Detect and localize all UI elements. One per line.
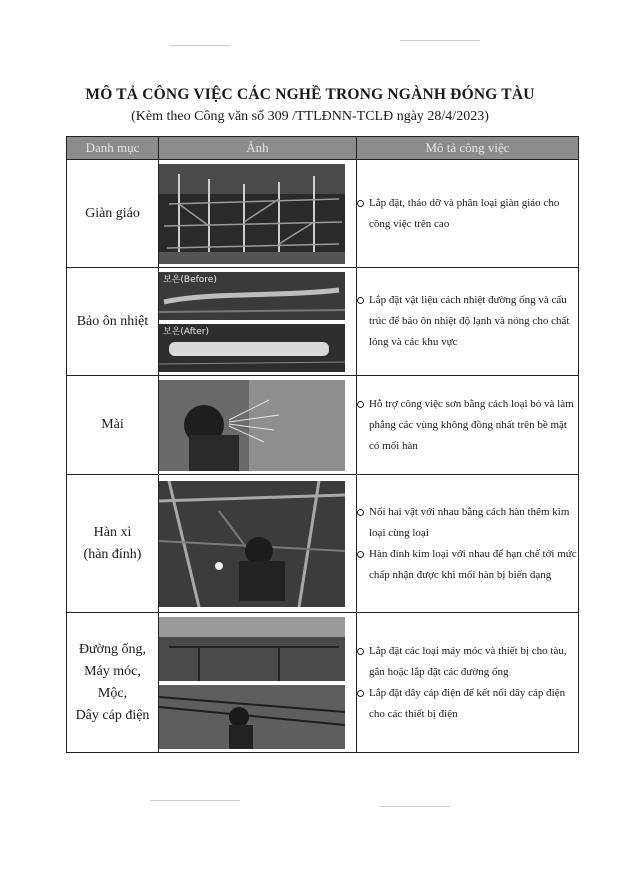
- category-cell: [67, 475, 159, 613]
- category-label: (hàn đính): [83, 546, 142, 562]
- bullet-circle-icon: [357, 690, 364, 697]
- photo-cell: [159, 376, 357, 475]
- description-item: Lắp đặt vật liệu cách nhiệt đường ống và cấu trúc để bảo ôn nhiệt độ lạnh và nóng cho chất lỏng và các khu vực: [357, 290, 578, 353]
- table-row-piping-machinery: [67, 613, 579, 753]
- category-cell: [67, 613, 159, 753]
- category-label: Bảo ôn nhiệt: [76, 313, 149, 329]
- bullet-circle-icon: [357, 509, 364, 516]
- bullet-circle-icon: [357, 297, 364, 304]
- category-label: Mộc,: [97, 685, 128, 701]
- category-cell: [67, 376, 159, 475]
- table-row-insulation: [67, 268, 579, 376]
- description-cell: [357, 160, 579, 268]
- description-item: Lắp đặt dây cáp điện để kết nối dây cáp điện cho các thiết bị điện: [357, 683, 578, 725]
- document-title: MÔ TẢ CÔNG VIỆC CÁC NGHỀ TRONG NGÀNH ĐÓNG TÀU: [85, 86, 535, 103]
- photo-cell: [159, 613, 357, 753]
- photo-cell: [159, 268, 357, 376]
- bullet-circle-icon: [357, 401, 364, 408]
- photo-label-after: 보온(After): [163, 326, 210, 337]
- description-cell: [357, 268, 579, 376]
- photo-cell: [159, 160, 357, 268]
- description-item: Hàn đính kim loại với nhau để hạn chế tới mức chấp nhận được khi mối hàn bị biến dạng: [357, 544, 578, 586]
- category-cell: [67, 268, 159, 376]
- table-row-scaffolding: [67, 160, 579, 268]
- category-label: Hàn xì: [93, 524, 132, 540]
- description-item: Lắp đặt các loại máy móc và thiết bị cho tàu, gắn hoặc lắp đặt các đường ống: [357, 641, 578, 683]
- description-cell: [357, 376, 579, 475]
- description-item: Lắp đặt, tháo dỡ và phân loại giàn giáo cho công việc trên cao: [357, 193, 578, 235]
- bullet-circle-icon: [357, 648, 364, 655]
- category-cell: [67, 160, 159, 268]
- description-cell: [357, 613, 579, 753]
- scaffolding-photo: [159, 164, 356, 264]
- header-photo: Ảnh: [159, 137, 357, 160]
- table-row-grinding: [67, 376, 579, 475]
- photo-label-before: 보온(Before): [163, 274, 217, 285]
- category-label: Mài: [101, 417, 124, 432]
- description-item: Nối hai vật với nhau bằng cách hàn thêm kim loại cùng loại: [357, 502, 578, 544]
- category-label: Giàn giáo: [85, 205, 140, 221]
- table-header-row: [67, 137, 579, 160]
- table-row-welding: [67, 475, 579, 613]
- category-label: Máy móc,: [84, 663, 141, 679]
- job-description-table: [66, 136, 579, 753]
- description-item: Hỗ trợ công việc sơn bằng cách loại bỏ và làm phẳng các vùng không đồng nhất trên bề mặt có mối hàn: [357, 394, 578, 457]
- piping-machinery-photo: [159, 617, 356, 749]
- header-description: Mô tả công việc: [357, 137, 579, 160]
- bullet-circle-icon: [357, 551, 364, 558]
- bullet-circle-icon: [357, 200, 364, 207]
- description-cell: [357, 475, 579, 613]
- document-subtitle: (Kèm theo Công văn số 309 /TTLĐNN-TCLĐ ngày 28/4/2023): [131, 109, 489, 124]
- category-label: Dây cáp điện: [75, 707, 150, 723]
- header-category: Danh mục: [67, 137, 159, 160]
- welding-photo: [159, 481, 356, 607]
- photo-cell: [159, 475, 357, 613]
- insulation-photo: [159, 272, 356, 372]
- category-label: Đường ống,: [78, 641, 147, 657]
- grinding-photo: [159, 380, 356, 471]
